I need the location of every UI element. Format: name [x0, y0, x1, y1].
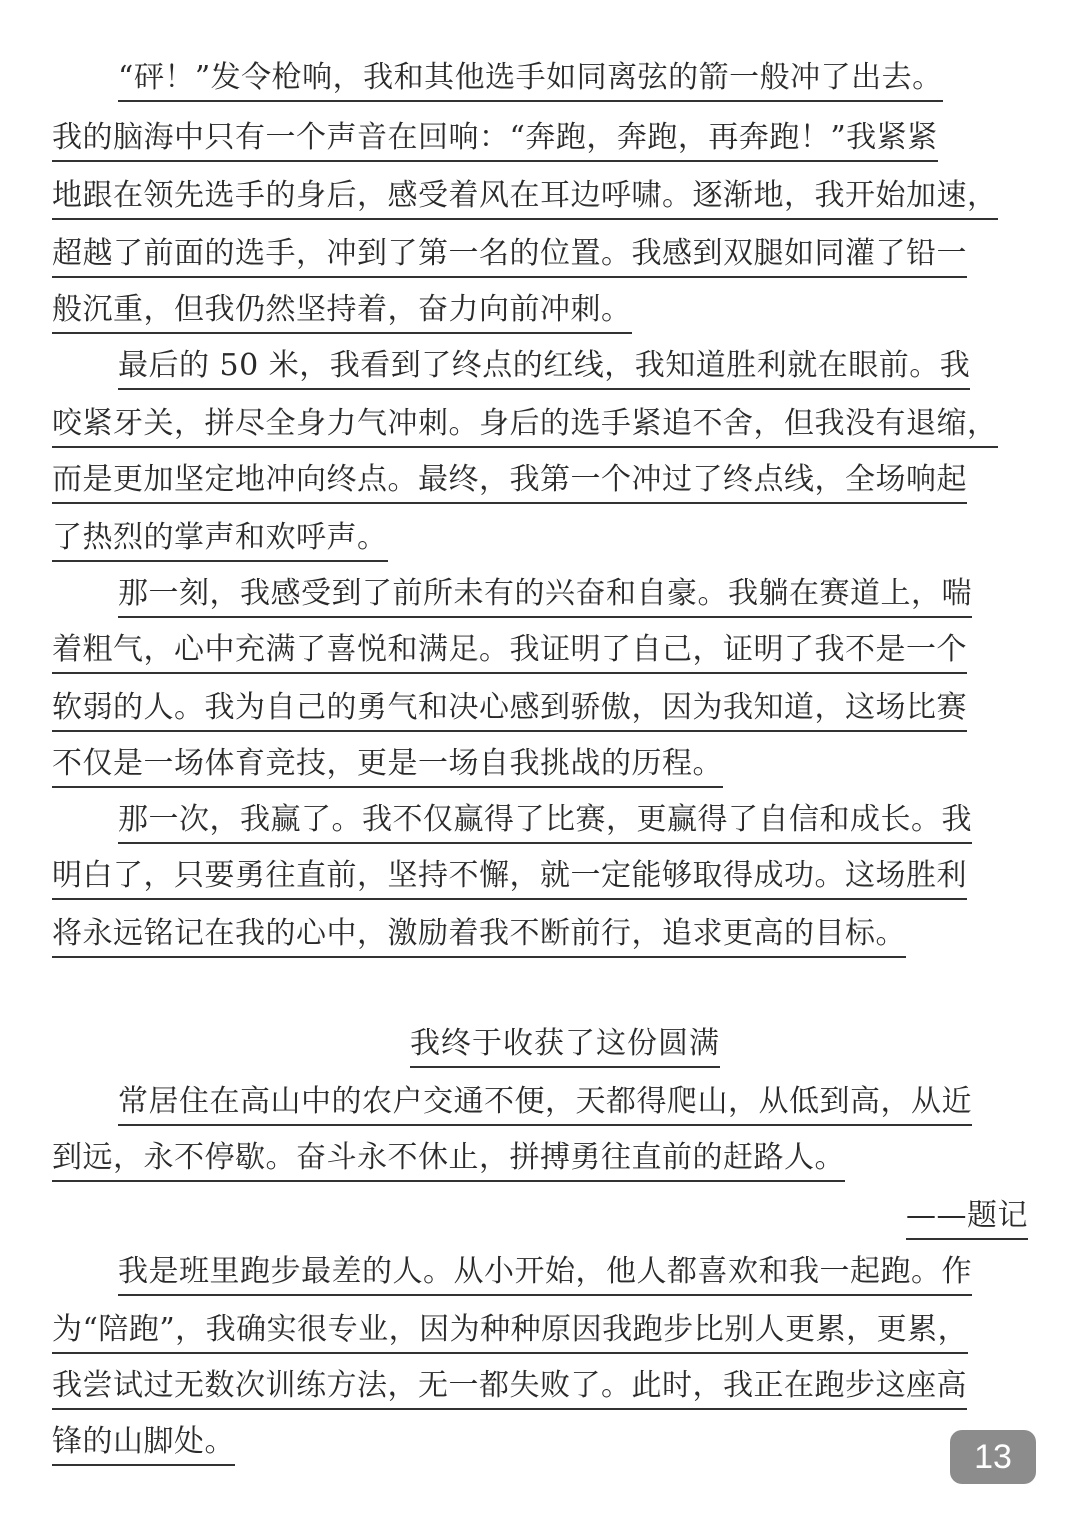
- text-line: 最后的 50 米，我看到了终点的红线，我知道胜利就在眼前。我: [118, 346, 970, 388]
- text-line: 超越了前面的选手，冲到了第一名的位置。我感到双腿如同灌了铅一: [52, 234, 967, 276]
- text-line: 将永远铭记在我的心中，激励着我不断前行，追求更高的目标。: [52, 914, 906, 956]
- text-line: 那一次，我赢了。我不仅赢得了比赛，更赢得了自信和成长。我: [118, 800, 972, 842]
- text-line: 了热烈的掌声和欢呼声。: [52, 518, 388, 560]
- essay-title: 我终于收获了这份圆满: [410, 1024, 720, 1068]
- text-line: 咬紧牙关，拼尽全身力气冲刺。身后的选手紧追不舍，但我没有退缩，: [52, 404, 998, 446]
- text-line: 为“陪跑”，我确实很专业，因为种种原因我跑步比别人更累，更累，: [52, 1310, 968, 1352]
- text-line: 而是更加坚定地冲向终点。最终，我第一个冲过了终点线，全场响起: [52, 460, 967, 502]
- text-line: 般沉重，但我仍然坚持着，奋力向前冲刺。: [52, 290, 632, 332]
- text-line: 着粗气，心中充满了喜悦和满足。我证明了自己，证明了我不是一个: [52, 630, 967, 672]
- text-line: 明白了，只要勇往直前，坚持不懈，就一定能够取得成功。这场胜利: [52, 856, 967, 898]
- text-line: 我尝试过无数次训练方法，无一都失败了。此时，我正在跑步这座高: [52, 1366, 967, 1408]
- text-line: 我是班里跑步最差的人。从小开始，他人都喜欢和我一起跑。作: [118, 1252, 972, 1294]
- epigraph-line: 常居住在高山中的农户交通不便，天都得爬山，从低到高，从近: [118, 1082, 972, 1124]
- text-line: 锋的山脚处。: [52, 1422, 235, 1464]
- text-line: 不仅是一场体育竞技，更是一场自我挑战的历程。: [52, 744, 723, 786]
- epigraph-line: 到远，永不停歇。奋斗永不休止，拼搏勇往直前的赶路人。: [52, 1138, 845, 1180]
- epigraph-attribution: ——题记: [906, 1196, 1028, 1238]
- text-line: 软弱的人。我为自己的勇气和决心感到骄傲，因为我知道，这场比赛: [52, 688, 967, 730]
- text-line: “砰！”发令枪响，我和其他选手如同离弦的箭一般冲了出去。: [118, 58, 943, 100]
- page-number-badge: 13: [950, 1430, 1036, 1484]
- text-line: 那一刻，我感受到了前所未有的兴奋和自豪。我躺在赛道上，喘: [118, 574, 972, 616]
- text-line: 我的脑海中只有一个声音在回响：“奔跑，奔跑，再奔跑！”我紧紧: [52, 118, 938, 160]
- text-line: 地跟在领先选手的身后，感受着风在耳边呼啸。逐渐地，我开始加速，: [52, 176, 998, 218]
